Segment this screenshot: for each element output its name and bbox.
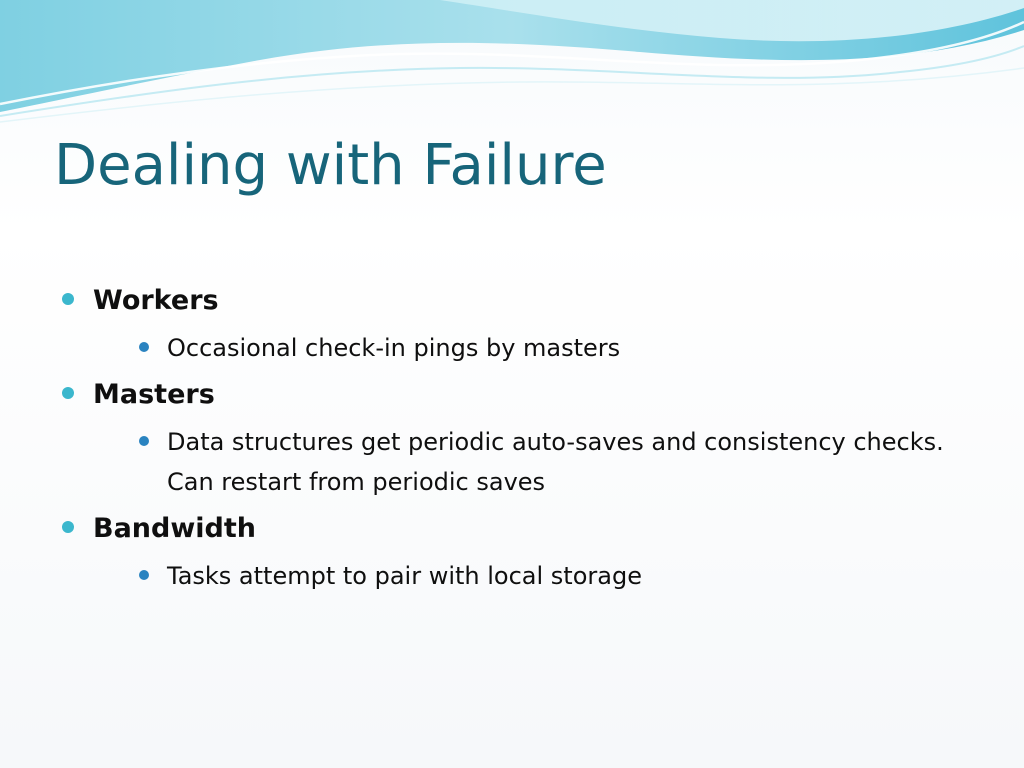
bullet-dot-icon: [62, 293, 74, 305]
sub-bullet-item: [133, 556, 967, 596]
sub-bullet-text: Tasks attempt to pair with local storage: [167, 562, 642, 590]
sub-bullet-list: [93, 422, 944, 502]
sub-bullet-dot-icon: [139, 570, 149, 580]
bullet-heading: Workers: [93, 285, 219, 316]
sub-bullet-text: Occasional check-in pings by masters: [167, 334, 621, 362]
bullet-dot-icon: [62, 387, 74, 399]
bullet-item-bandwidth: [60, 508, 940, 596]
bullet-item-workers: [60, 280, 940, 368]
bullet-heading: Masters: [93, 379, 215, 410]
sub-bullet-dot-icon: [139, 342, 149, 352]
sub-bullet-dot-icon: [139, 436, 149, 446]
sub-bullet-list: [93, 328, 940, 368]
bullet-item-masters: [60, 374, 944, 502]
sub-bullet-list: [93, 556, 940, 596]
slide-title: Dealing with Failure: [54, 133, 607, 198]
bullet-list: [60, 280, 944, 600]
sub-bullet-item: [133, 422, 967, 502]
sub-bullet-item: [133, 328, 967, 368]
sub-bullet-text: Data structures get periodic auto-saves and consistency checks. Can restart from periodic saves: [167, 428, 944, 496]
bullet-dot-icon: [62, 521, 74, 533]
bullet-heading: Bandwidth: [93, 513, 257, 544]
wave-decoration: [0, 0, 1024, 130]
